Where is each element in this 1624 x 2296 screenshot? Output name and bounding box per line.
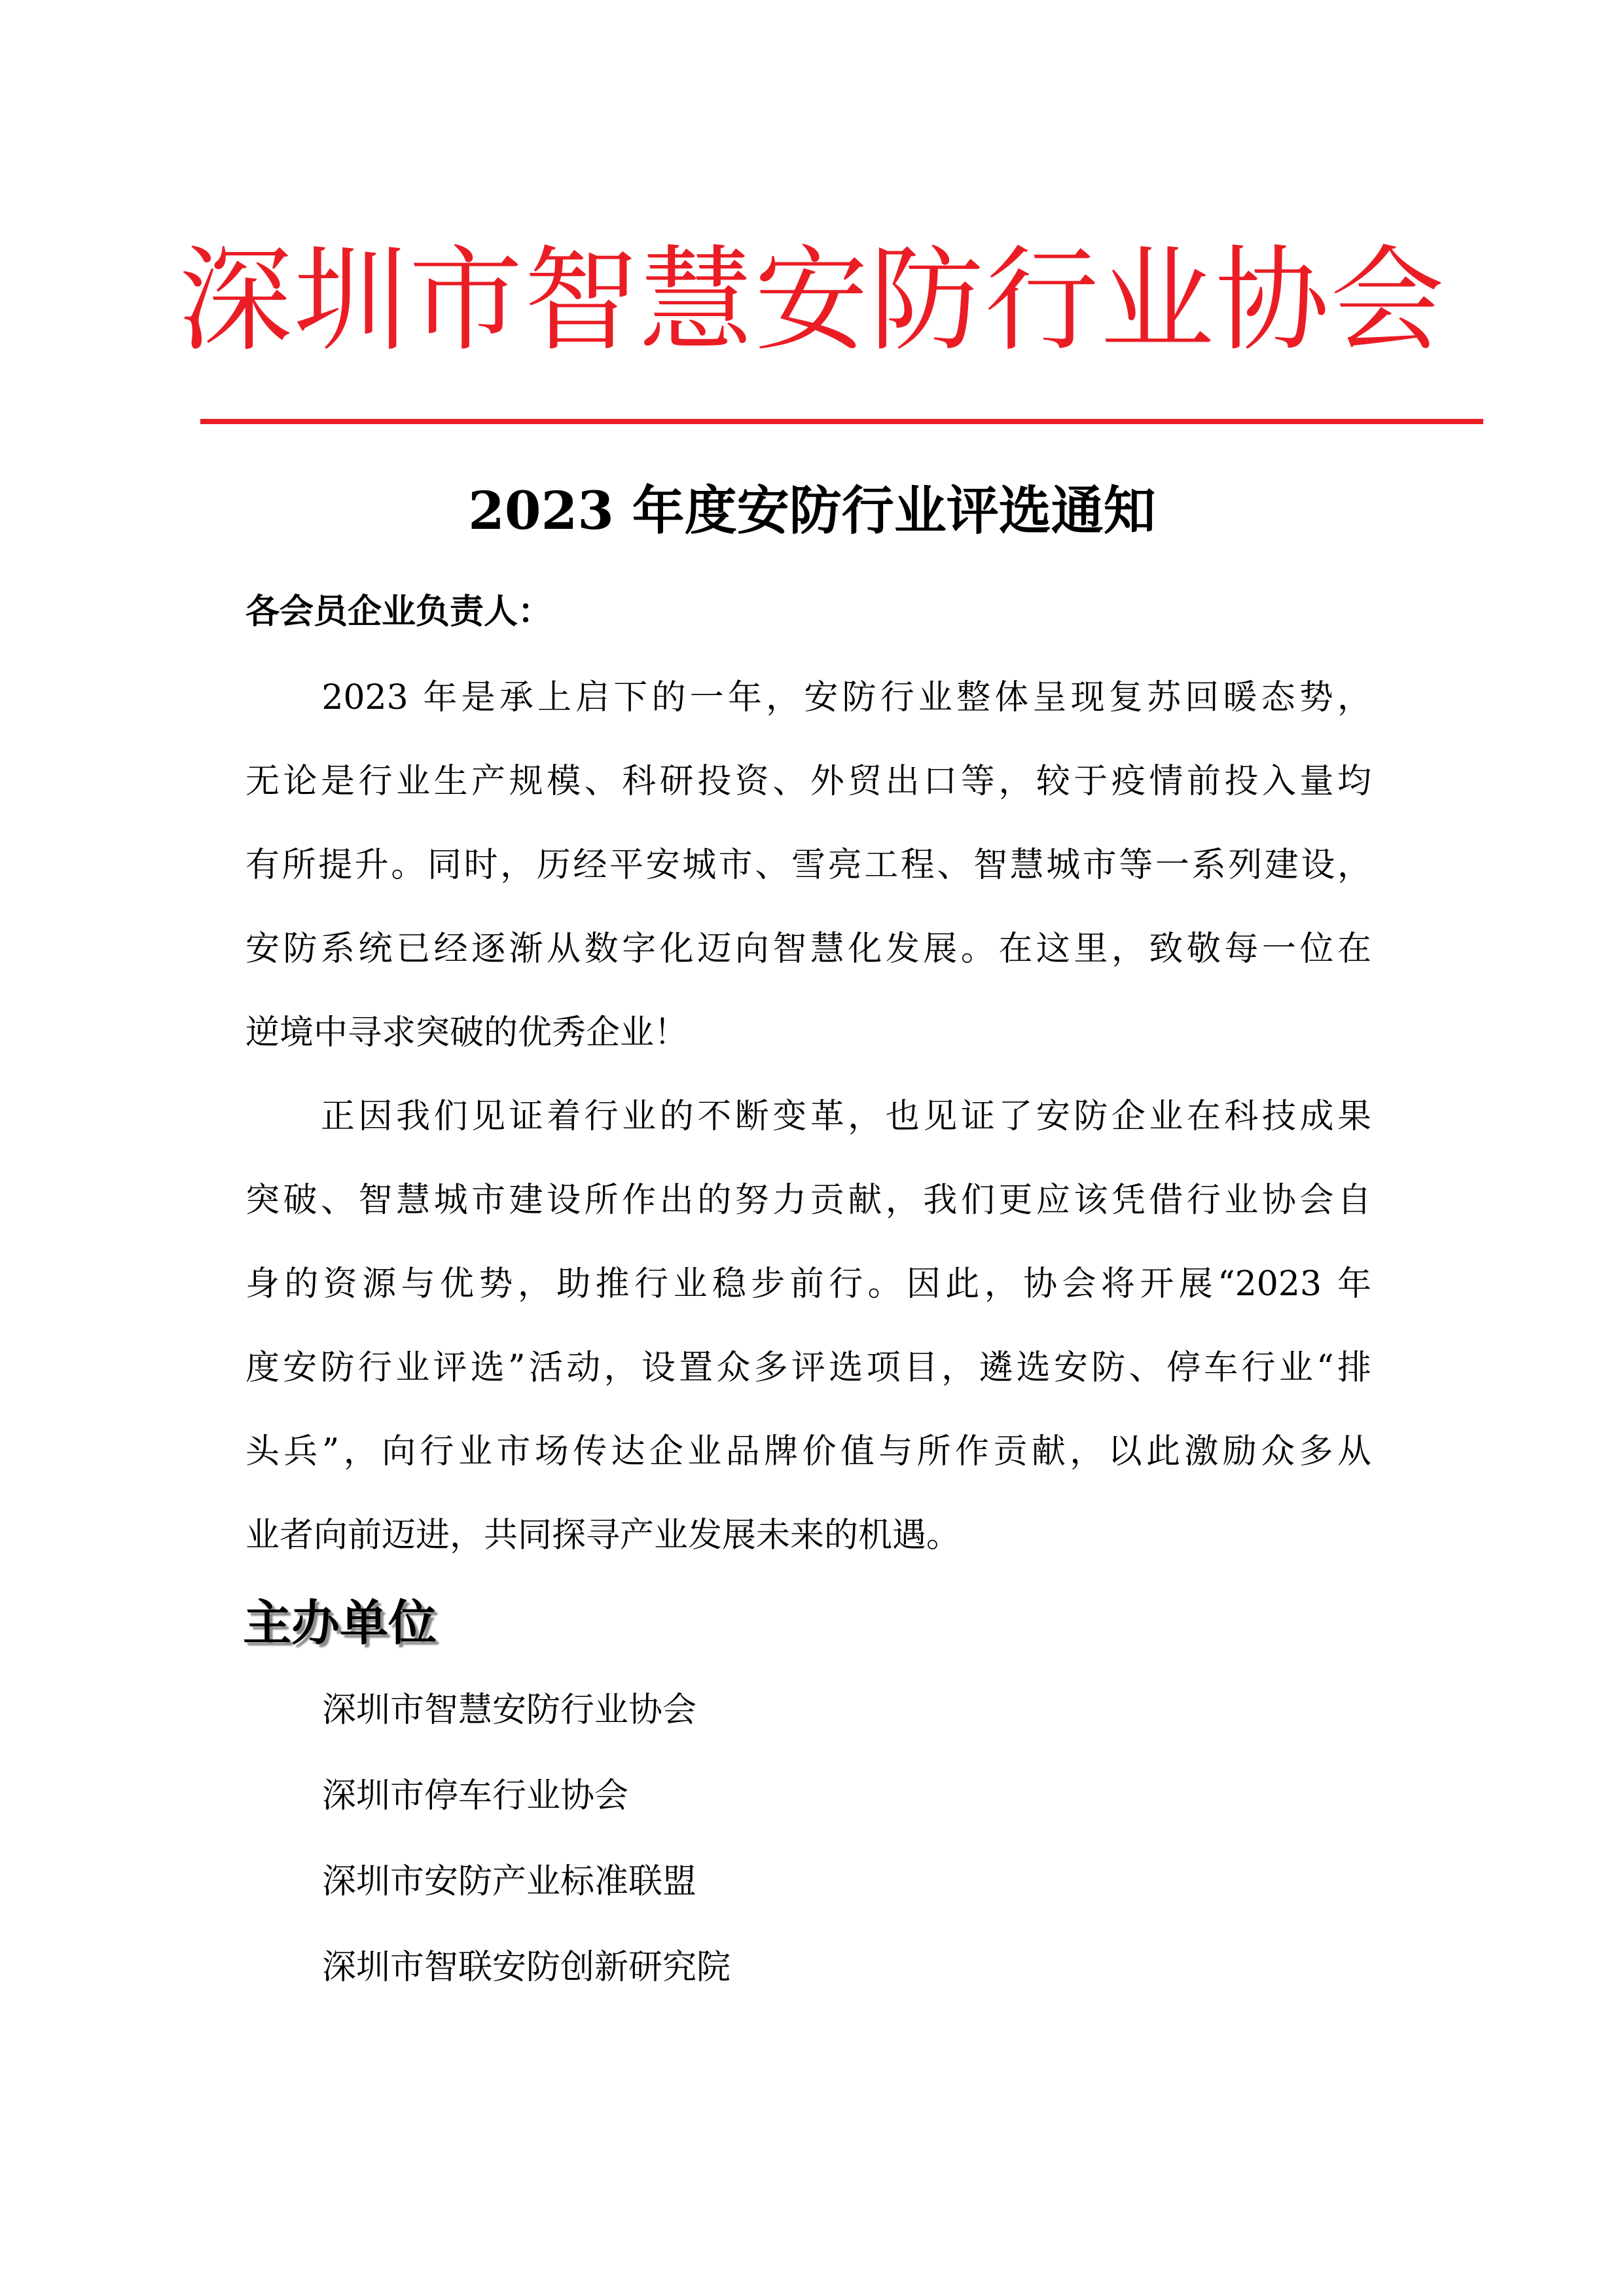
masthead-org-name: 深圳市智慧安防行业协会 xyxy=(178,234,1446,367)
paragraph-one xyxy=(245,656,1371,1075)
paragraph-line: 头兵”，向行业市场传达企业品牌价值与所作贡献，以此激励众多从 xyxy=(245,1432,1371,1471)
organizers-heading: 主办单位 xyxy=(243,1595,437,1651)
paragraph-line: 逆境中寻求突破的优秀企业！ xyxy=(245,1013,689,1052)
paragraph-line: 身的资源与优势，助推行业稳步前行。因此，协会将开展“2023 年 xyxy=(245,1265,1371,1304)
salutation: 各会员企业负责人： xyxy=(245,592,552,632)
paragraph-line: 业者向前迈进，共同探寻产业发展未来的机遇。 xyxy=(245,1516,961,1555)
paragraph-line: 有所提升。同时，历经平安城市、雪亮工程、智慧城市等一系列建设， xyxy=(245,846,1371,885)
organizer-list xyxy=(322,1668,731,2011)
paragraph-line: 正因我们见证着行业的不断变革，也见证了安防企业在科技成果 xyxy=(245,1097,1371,1136)
organizer-item: 深圳市智慧安防行业协会 xyxy=(322,1691,697,1730)
organizer-item: 深圳市停车行业协会 xyxy=(322,1776,629,1816)
paragraph-line: 突破、智慧城市建设所作出的努力贡献，我们更应该凭借行业协会自 xyxy=(245,1181,1371,1220)
masthead-divider xyxy=(200,419,1483,424)
paragraph-line: 度安防行业评选”活动，设置众多评选项目，遴选安防、停车行业“排 xyxy=(245,1348,1371,1388)
paragraph-line: 安防系统已经逐渐从数字化迈向智慧化发展。在这里，致敬每一位在 xyxy=(245,929,1371,969)
paragraph-line: 无论是行业生产规模、科研投资、外贸出口等，较于疫情前投入量均 xyxy=(245,762,1371,801)
paragraph-two xyxy=(245,1075,1371,1577)
paragraph-line: 2023 年是承上启下的一年，安防行业整体呈现复苏回暖态势， xyxy=(245,678,1371,717)
organizer-item: 深圳市智联安防创新研究院 xyxy=(322,1948,731,1987)
notice-title: 2023 年度安防行业评选通知 xyxy=(468,480,1156,541)
organizer-item: 深圳市安防产业标准联盟 xyxy=(322,1862,697,1901)
